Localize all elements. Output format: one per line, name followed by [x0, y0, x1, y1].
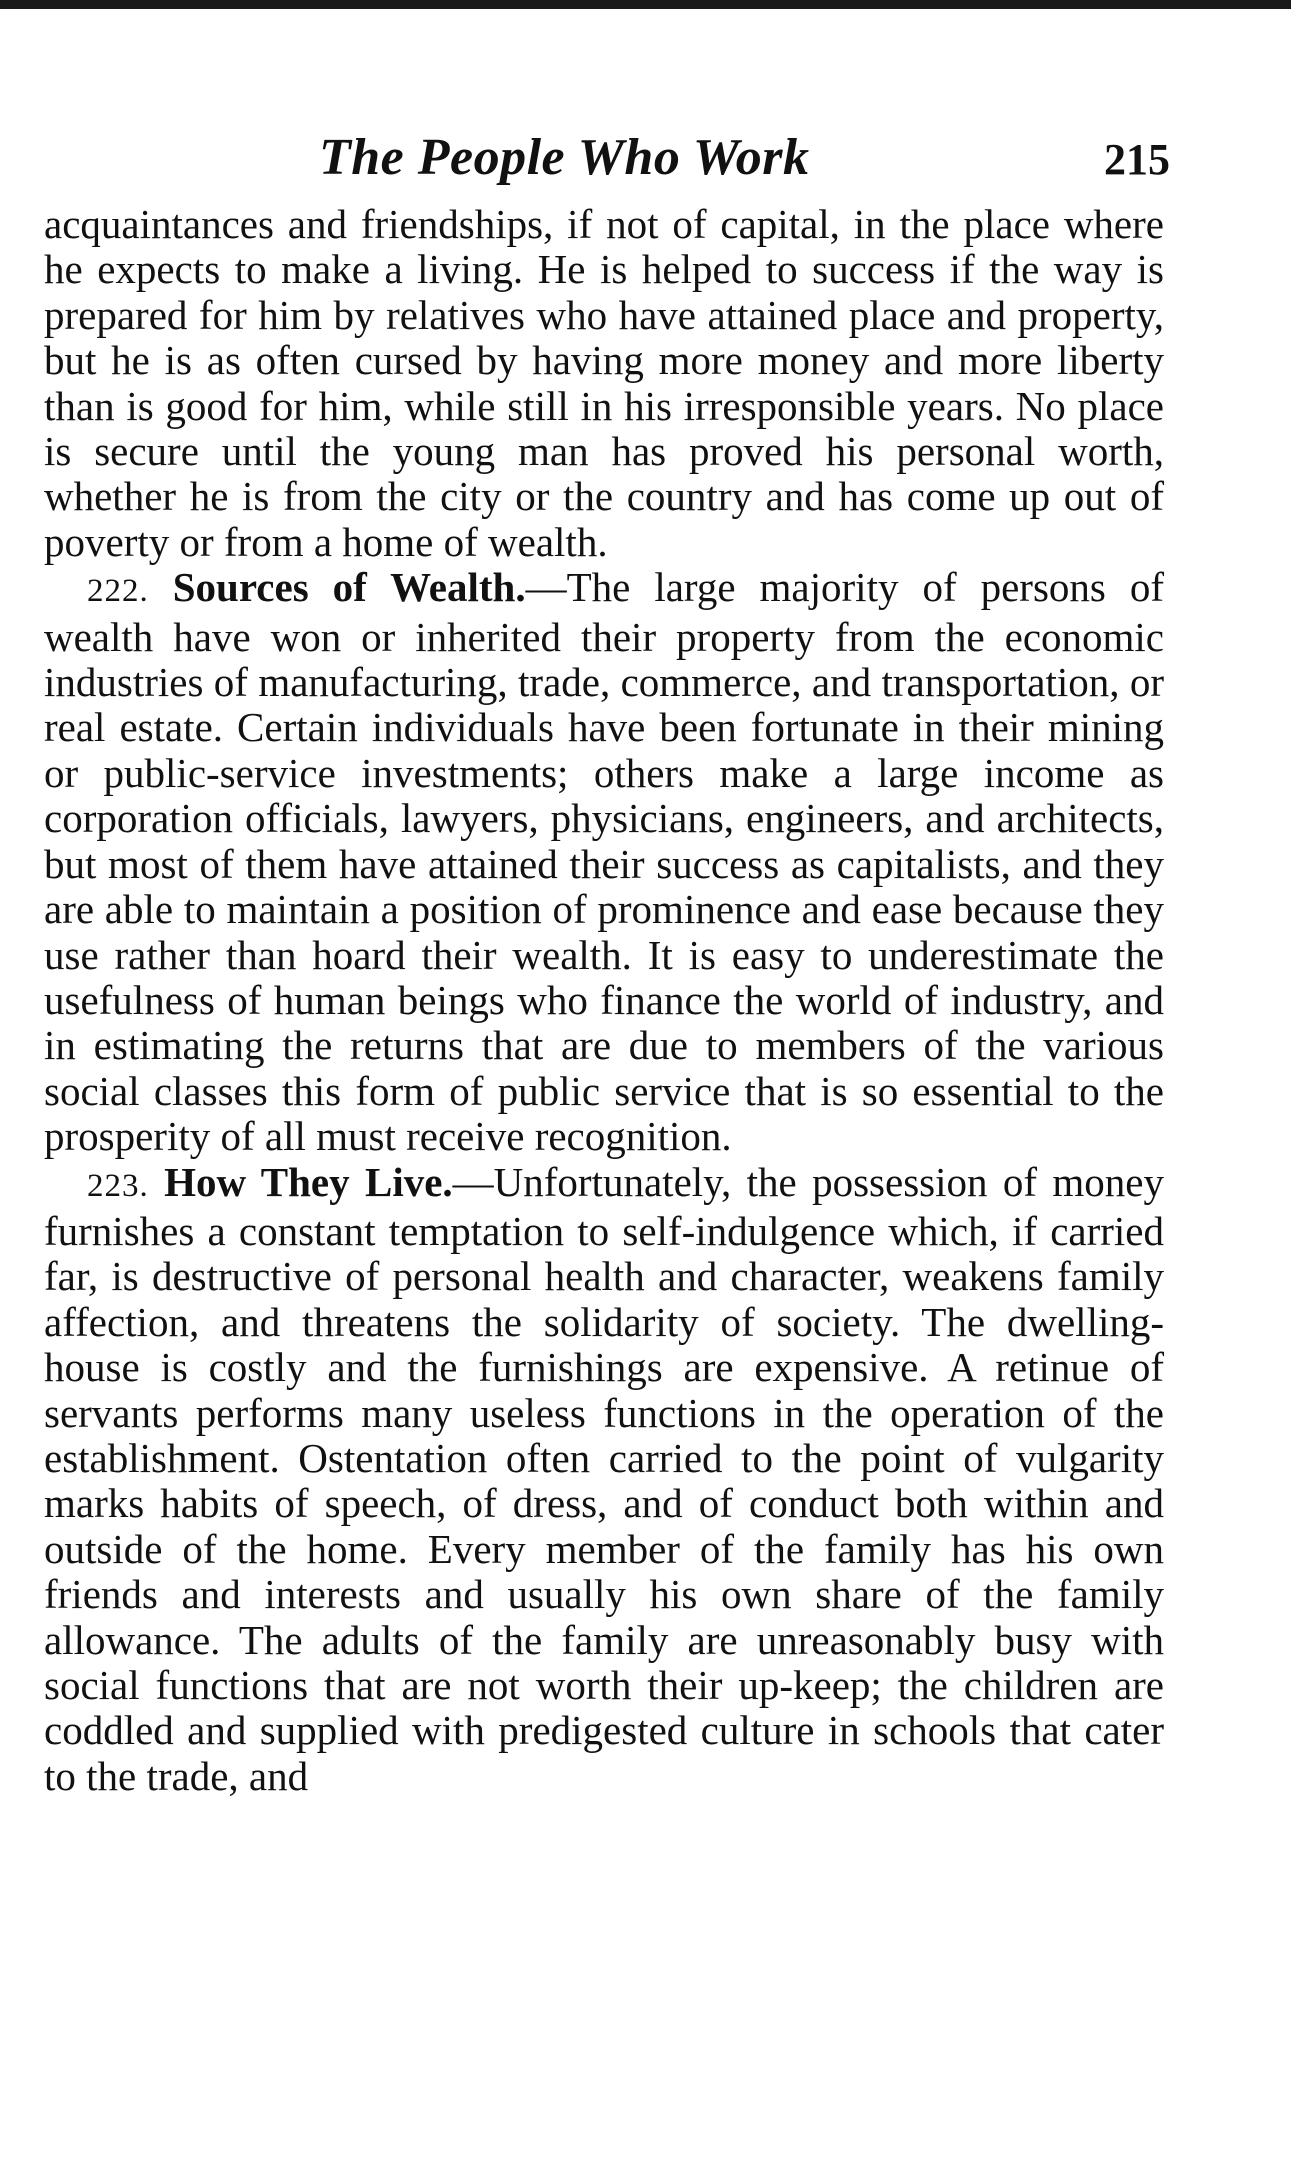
body-text	[44, 202, 1164, 1799]
paragraph-continued	[44, 202, 1164, 565]
section-223	[44, 1160, 1164, 1800]
paragraph-text: —Unfortunately, the possession of money furnishes a constant temptation to self-indulgence which, if carried far, is destructive of personal health and character, weakens family affection, and threatens the solidarity of society. The dwelling-house is costly and the furnishings are expensive. A retinue of servants performs many useless functions in the operation of the establishment. Ostentation often carried to the point of vulgarity marks habits of speech, of dress, and of conduct both within and outside of the home. Every member of the family has his own friends and interests and usually his own share of the family allowance. The adults of the family are unreasonably busy with social functions that are not worth their up-keep; the children are coddled and supplied with predigested culture in schools that cater to the trade, and	[44, 1158, 1164, 1799]
section-heading: Sources of Wealth.	[172, 564, 526, 611]
section-heading: How They Live.	[164, 1158, 453, 1205]
page-number: 215	[1104, 135, 1170, 184]
running-head	[44, 120, 1170, 202]
paragraph-text: —The large majority of persons of wealth have won or inherited their property from the economic industries of manufacturing, trade, commerce, and transportation, or real estate. Certain individuals have been fortunate in their mining or public-service investments; others make a large income as corporation officials, lawyers, physicians, engineers, and architects, but most of them have attained their success as capitalists, and they are able to maintain a position of prominence and ease because they use rather than hoard their wealth. It is easy to underestimate the usefulness of human beings who finance the world of industry, and in estimating the returns that are due to members of the various social classes this form of public service that is so essential to the prosperity of all must receive recognition.	[44, 564, 1165, 1160]
book-page	[44, 120, 1170, 1799]
running-title: The People Who Work	[319, 129, 810, 186]
section-number: 222.	[87, 573, 149, 610]
top-edge-rule	[0, 0, 1291, 9]
section-number: 223.	[87, 1167, 149, 1204]
paragraph-text: acquaintances and friendships, if not of capital, in the place where he expects to make a living. He is helped to success if the way is prepared for him by relatives who have attained place and property, but he is as often cursed by having more money and more liberty than is good for him, while still in his irresponsible years. No place is secure until the young man has proved his personal worth, whether he is from the city or the country and has come up out of poverty or from a home of wealth.	[44, 201, 1164, 565]
section-222	[44, 565, 1164, 1159]
